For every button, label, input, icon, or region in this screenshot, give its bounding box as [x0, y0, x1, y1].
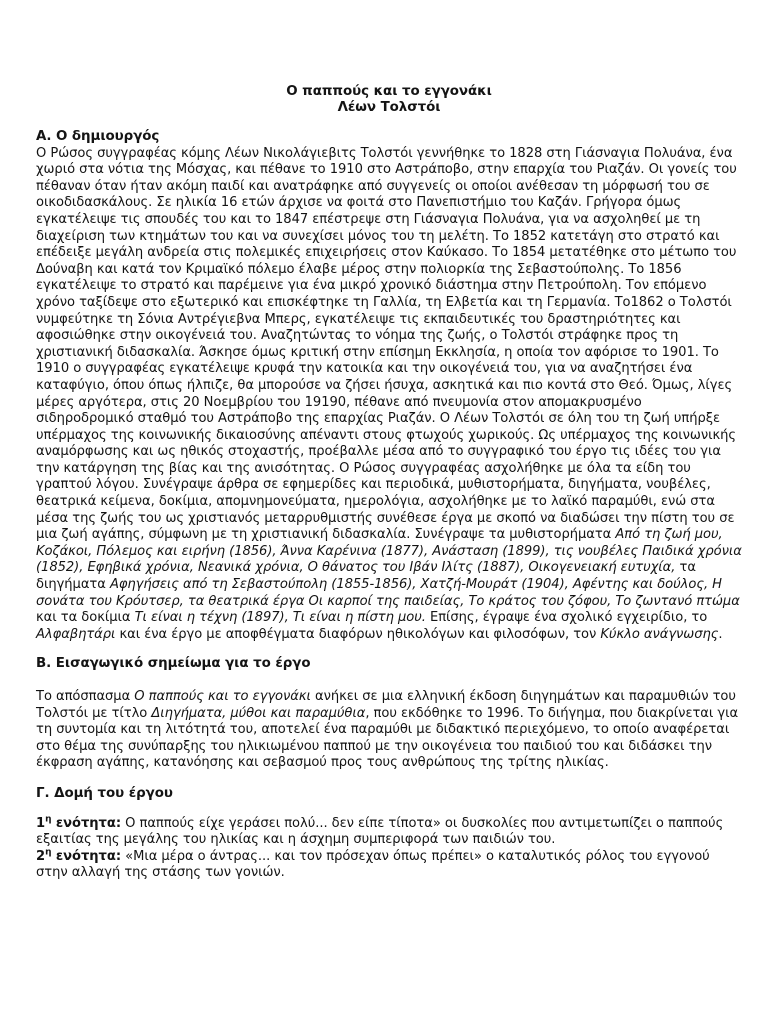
unit-1-label: $1^\eta$ ενότητα:	[36, 814, 121, 831]
section-b-paragraph	[36, 689, 742, 772]
unit-2-text: «Μια μέρα ο άντρας... και τον πρόσεχαν όπως πρέπει» ο καταλυτικός ρόλος του εγγονού στην αλλαγή της στάσης των γονιών.	[36, 848, 710, 881]
section-a-cycle: Κύκλο ανάγνωσης	[600, 626, 719, 642]
unit-2-label: $2^\eta$ ενότητα:	[36, 847, 121, 864]
section-a-text-4: Επίσης, έγραψε ένα σχολικό εγχειρίδιο, το	[425, 610, 708, 626]
unit-2	[36, 849, 742, 882]
section-b-text-1: Το απόσπασμα	[36, 689, 135, 704]
section-a-paragraph	[36, 146, 742, 644]
section-a-text-3: και τα δοκίμια	[36, 610, 135, 626]
section-a-school-book: Αλφαβητάρι	[36, 626, 116, 642]
document-page	[36, 84, 742, 882]
section-c-heading: Γ. Δομή του έργου	[36, 785, 173, 801]
section-a-essays: Τι είναι η τέχνη (1897), Τι είναι η πίστη μου.	[134, 610, 426, 626]
title-block	[36, 84, 742, 116]
section-a-novels: Από τη ζωή μου, Κοζάκοι, Πόλεμος και ειρήνη (1856), Άννα Καρένινα (1877), Ανάσταση (1899), τις νουβέλες Παιδικά χρόνια (1852), Εφηβικά χρόνια, Νεανικά χρόνια, Ο θάνατος του Ιβάν Ιλίτς (1887), Οικογενειακή ευτυχία,	[36, 527, 742, 576]
section-b-text-2: ανήκει σε μια ελληνική έκδοση διηγημάτων και παραμυθιών του Τολστόι με τίτλο	[36, 689, 736, 721]
section-a-text-6: .	[718, 626, 723, 642]
section-b-work-title: Ο παππούς και το εγγονάκι	[134, 689, 311, 704]
unit-1-text: Ο παππούς είχε γεράσει πολύ... δεν είπε τίποτα» οι δυσκολίες που αντιμετωπίζει ο παππούς εξαιτίας της μεγάλης του ηλικίας και η άσχημη συμπεριφορά των παιδιών του.	[36, 815, 724, 848]
section-a-heading: Α. Ο δημιουργός	[36, 129, 160, 144]
section-b-heading: Β. Εισαγωγικό σημείωμα για το έργο	[36, 656, 311, 672]
document-author: Λέων Τολστόι	[337, 100, 441, 115]
section-a-text-1: Ο Ρώσος συγγραφέας κόμης Λέων Νικολάγιεβιτς Τολστόι γεννήθηκε το 1828 στη Γιάσναγια Πολυάνα, ένα χωριό στα νότια της Μόσχας, και πέθανε το 1910 στο Αστράποβο, στην επαρχία του Ριαζάν. Οι γονείς του πέθαναν όταν ήταν ακόμη παιδί και ανατράφηκε από συγγενείς οι οποίοι ανέθεσαν τη μόρφωσή του σε οικοδιδασκάλους. Σε ηλικία 16 ετών άρχισε να φοιτά στο Πανεπιστήμιο του Καζάν. Γρήγορα όμως εγκατέλειψε τις σπουδές του και το 1847 επέστρεψε στη Γιάσναγια Πολυάνα, για να ασχοληθεί με τη διαχείριση των κτημάτων του και να συνεχίσει μόνος του τη μελέτη. Το 1852 κατετάγη στο στρατό και επέδειξε μεγάλη ανδρεία στις πολεμικές επιχειρήσεις στον Καύκασο. Το 1854 μετατέθηκε στο μέτωπο του Δούναβη και κατά τον Κριμαϊκό πόλεμο έλαβε μέρος στην πολιορκία της Σεβαστούπολης. Το 1856 εγκατέλειψε το στρατό και παρέμεινε για ένα μικρό χρονικό διάστημα στην Πετρούπολη. Τον επόμενο χρόνο ταξίδεψε στο εξωτερικό και επισκέφτηκε τη Γαλλία, τη Ελβετία και τη Γερμανία. Το1862 ο Τολστόι νυμφεύτηκε τη Σόνια Αντρέγιεβνα Μπερς, εγκατέλειψε τις εκπαιδευτικές του δραστηριότητες και αφοσιώθηκε στην οικογένειά του. Αναζητώντας το νόημα της ζωής, ο Τολστόι στράφηκε προς τη χριστιανική διδασκαλία. Άσκησε όμως κριτική στην επίσημη Εκκλησία, η οποία τον αφόρισε το 1901. Το 1910 ο συγγραφέας εγκατέλειψε κρυφά την κατοικία και την οικογένειά του, για να αναζητήσει ένα καταφύγιο, όπου όπως ήλπιζε, θα μπορούσε να ζήσει ήσυχα, ασκητικά και πιο κοντά στο Θεό. Όμως, λίγες μέρες αργότερα, στις 20 Νοεμβρίου του 19190, πέθανε από πνευμονία στον απομακρυσμένο σιδηροδρομικό σταθμό του Αστράποβο της επαρχίας Ριαζάν. Ο Λέων Τολστόι σε όλη του τη ζωή υπήρξε υπέρμαχος της κοινωνικής δικαιοσύνης απέναντι στους φτωχούς χωρικούς. Ως υπέρμαχος της κοινωνικής αναμόρφωσης και ως ηθικός στοχαστής, προέβαλλε μέσα από το συγγραφικό του έργο τις ιδέες του για την κατάργηση της βίας και της ανισότητας. Ο Ρώσος συγγραφέας ασχολήθηκε με όλα τα είδη του γραπτού λόγου. Συνέγραψε άρθρα σε εφημερίδες και περιοδικά, μυθιστορήματα, διηγήματα, νουβέλες, θεατρικά κείμενα, δοκίμια, απομνημονεύματα, ημερολόγια, ασχολήθηκε με το λαϊκό παραμύθι, ενώ στα μέσα της ζωής του ως χριστιανός μεταρρυθμιστής συνέθεσε έργα με σκοπό να διαδώσει την πίστη του σε μια ζωή αγάπης, σύμφωνη με τη χριστιανική διδασκαλία. Συνέγραψε τα μυθιστορήματα	[36, 145, 737, 543]
document-title: Ο παππούς και το εγγονάκι	[286, 84, 492, 99]
section-a-stories: Αφηγήσεις από τη Σεβαστούπολη (1855-1856), Χατζή-Μουράτ (1904), Αφέντης και δούλος, Η σονάτα του Κρόυτσερ, τα θεατρικά έργα Οι καρποί της παιδείας, Το κράτος του ζόφου, Το ζωντανό πτώμα	[36, 577, 740, 609]
section-b-collection-title: Διηγήματα, μύθοι και παραμύθια	[151, 705, 366, 721]
section-a-text-5: και ένα έργο με αποφθέγματα διαφόρων ηθικολόγων και φιλοσόφων, τον	[115, 626, 601, 642]
unit-1	[36, 816, 742, 849]
section-a-text-2: τα διηγήματα	[36, 560, 696, 593]
section-b-text-3: , που εκδόθηκε το 1996. Το διήγημα, που διακρίνεται για τη συντομία και τη λιτότητά του, αποτελεί ένα παραμύθι με διδακτικό περιεχόμενο, το οποίο αναφέρεται στο θέμα της συνύπαρξης του ηλικιωμένου παππού με την οικογένεια του παιδιού του και διδάσκει την έκφραση αγάπης, κατανόησης και σεβασμού προς τους ανθρώπους της τρίτης ηλικίας.	[36, 705, 739, 771]
